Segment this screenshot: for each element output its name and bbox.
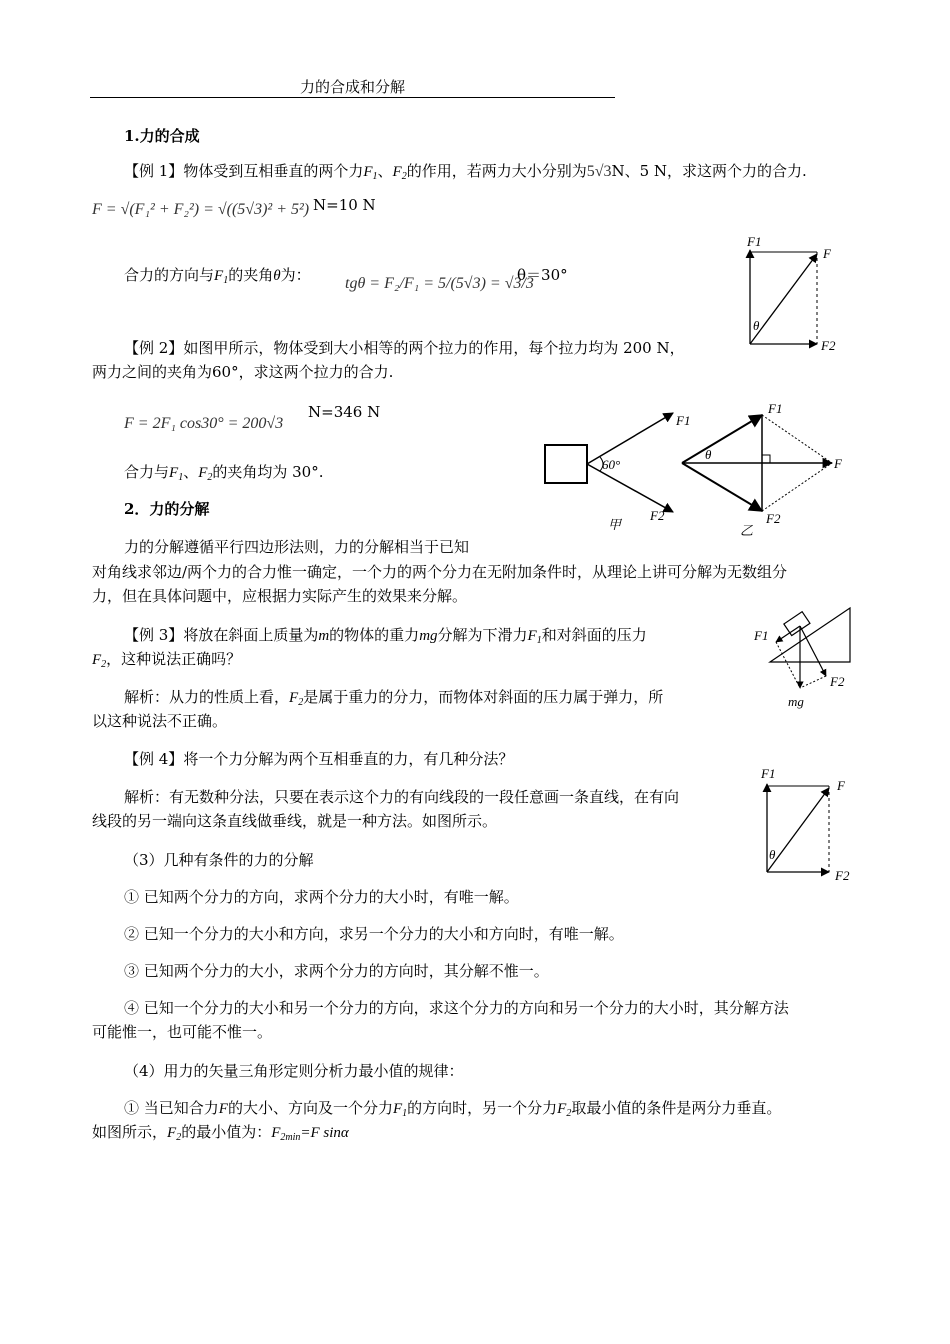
decomp-line-1: 力的分解遵循平行四边形法则，力的分解相当于已知	[124, 538, 470, 556]
condition-2: ② 已知一个分力的大小和方向，求另一个分力的大小和方向时，有唯一解。	[124, 925, 624, 943]
example-1-text-c: N、5 N，求这两个力的合力.	[611, 162, 807, 180]
ex3-text-c: 分解为下滑力	[437, 626, 528, 644]
example-3-tag: 【例 3】	[124, 626, 184, 644]
example-2-line-1-text: 如图甲所示，物体受到大小相等的两个拉力的作用，每个拉力均为 200 N，	[183, 339, 685, 357]
condition-4-line-2: 可能惟一，也可能不惟一。	[92, 1023, 273, 1041]
example-3-line-2	[92, 650, 241, 671]
example-4-question-text: 将一个力分解为两个互相垂直的力，有几种分法？	[183, 750, 514, 768]
incline-f2-label: F2	[830, 674, 845, 689]
f-vector	[750, 254, 817, 344]
section-1-heading: 1.力的合成	[124, 127, 200, 145]
angle-text-b: 的夹角均为 30°.	[212, 463, 324, 481]
yi-label: 乙	[740, 523, 754, 538]
yi-f2-vector	[682, 463, 762, 511]
ex3-text-a: 将放在斜面上质量为	[183, 626, 319, 644]
f2-label: F2	[835, 868, 850, 883]
angle-60-label: 60°	[602, 457, 621, 472]
m-symbol: m	[318, 628, 330, 644]
yi-f1-vector	[682, 415, 762, 463]
angle-text-a: 合力与	[124, 463, 170, 481]
example-1-direction	[124, 266, 311, 287]
f-label: F	[837, 778, 845, 793]
value-5-root3: 5√3	[586, 163, 612, 180]
f1-symbol: $F_1$	[392, 1101, 408, 1119]
f2-label: F2	[821, 338, 836, 353]
f1-symbol: $F_1$	[363, 164, 378, 182]
direction-text-3: 为：	[280, 266, 311, 284]
f2-symbol: $F_2$	[167, 1125, 182, 1143]
example-2-angle-text: 合力与$F_1$、$F_2$的夹角均为 30°.	[124, 463, 324, 483]
f2-symbol: $F_2$	[557, 1101, 572, 1119]
jia-label: 甲	[608, 517, 622, 532]
page-title: 力的合成和分解	[299, 78, 405, 96]
example-1-formula: F = √(F₁² + F₂²) = √((5√3)² + 5²)	[92, 201, 310, 218]
theta-symbol: θ	[273, 268, 281, 284]
force-rectangle-figure-1	[735, 232, 845, 354]
f2-symbol: $F_2$	[198, 465, 213, 483]
ex3-text-d: 和对斜面的压力	[541, 626, 647, 644]
incline-block	[784, 612, 810, 636]
ex3-ans-b: 是属于重力的分力，而物体对斜面的压力属于弹力，所	[303, 688, 664, 706]
example-2-line-1	[124, 339, 685, 357]
jia-f1-vector	[587, 413, 673, 464]
yi-f-label: F	[834, 456, 842, 471]
incline-f1-label: F1	[754, 628, 769, 643]
f2-symbol: $F_2$	[92, 652, 107, 670]
min-rule-line-2	[92, 1123, 349, 1144]
separator: 、	[377, 162, 393, 180]
example-2-formula: F = 2F₁ cos30° = 200√3	[124, 415, 284, 432]
min-rule-b: 的大小、方向及一个分力	[227, 1099, 393, 1117]
jia-f2-label: F2	[650, 508, 665, 523]
example-4-answer-1: 解析：有无数种分法，只要在表示这个力的有向线段的一段任意画一条直线，在有向	[124, 788, 680, 806]
f1-label: F1	[761, 766, 776, 781]
condition-3: ③ 已知两个分力的大小，求两个分力的方向时，其分解不惟一。	[124, 962, 549, 980]
theta-result: θ＝30°	[517, 266, 568, 284]
direction-text: 合力的方向与	[124, 266, 215, 284]
example-4-tag: 【例 4】	[124, 750, 184, 768]
incline-figure	[738, 600, 858, 715]
f2-symbol: $F_2$	[289, 690, 304, 708]
example-2-tag: 【例 2】	[124, 339, 184, 357]
min-rule-r2-c: =F sinα	[300, 1125, 349, 1141]
example-3-answer-1	[124, 688, 663, 709]
incline-f1-vector	[776, 626, 800, 642]
decomp-line-3: 力，但在具体问题中，应根据力实际产生的效果来分解。	[92, 587, 468, 605]
jia-f2-vector	[587, 464, 673, 512]
tan-formula: tgθ = F₂/F₁ = 5/(5√3) = √3/3	[345, 275, 534, 292]
decomp-line-2: 对角线求邻边/两个力的合力惟一确定，一个力的两个分力在无附加条件时，从理论上讲可分解为无数组分	[92, 563, 788, 581]
min-rule-r2-a: 如图所示，	[92, 1123, 168, 1141]
example-1-result: N=10 N	[313, 196, 376, 214]
title-underline	[90, 97, 615, 98]
f1-label: F1	[747, 234, 762, 249]
min-rule-line-1	[124, 1099, 781, 1120]
f1-symbol: $F_1$	[169, 465, 184, 483]
block-box	[545, 445, 587, 483]
example-2-line-2: 两力之间的夹角为60°，求这两个拉力的合力.	[92, 363, 394, 381]
f-symbol: F	[218, 1101, 228, 1117]
f-label: F	[823, 246, 831, 261]
example-4-answer-2: 线段的另一端向这条直线做垂线，就是一种方法。如图所示。	[92, 812, 498, 830]
ex3-text-b: 的物体的重力	[329, 626, 420, 644]
f1-symbol: $F_1$	[214, 268, 229, 286]
min-rule-d: 取最小值的条件是两分力垂直。	[571, 1099, 782, 1117]
yi-f1-label: F1	[768, 401, 783, 416]
theta-label: θ	[769, 847, 776, 862]
f2min-symbol: $F_{2min}$	[271, 1125, 301, 1143]
incline-mg-label: mg	[788, 694, 804, 709]
ex3-line2-text: ，这种说法正确吗？	[106, 650, 242, 668]
example-1-text	[124, 162, 807, 183]
section-2-heading: 2．力的分解	[124, 500, 210, 518]
theta-label: θ	[753, 318, 760, 333]
mg-symbol: mg	[419, 628, 438, 644]
example-3-line-1	[124, 626, 647, 647]
condition-4-line-1: ④ 已知一个分力的大小和另一个分力的方向，求这个分力的方向和另一个分力的大小时，其分解方法	[124, 999, 789, 1017]
min-rule-a: ① 当已知合力	[124, 1099, 219, 1117]
f1-symbol: $F_1$	[527, 628, 542, 646]
ex3-ans-a: 解析：从力的性质上看，	[124, 688, 290, 706]
min-rule-c: 的方向时，另一个分力	[407, 1099, 558, 1117]
jia-f1-label: F1	[676, 413, 691, 428]
force-rectangle-figure-2	[755, 764, 860, 886]
min-rule-r2-b: 的最小值为：	[181, 1123, 272, 1141]
conditions-heading: （3）几种有条件的力的分解	[124, 851, 314, 869]
example-4-question	[124, 750, 513, 768]
f2-symbol: $F_2$	[392, 164, 407, 182]
example-1-text-b: 的作用，若两力大小分别为	[406, 162, 587, 180]
direction-text-2: 的夹角	[228, 266, 274, 284]
yi-f2-label: F2	[766, 511, 781, 526]
example-3-answer-2: 以这种说法不正确。	[92, 712, 228, 730]
yi-theta-label: θ	[705, 447, 712, 462]
f-vector	[767, 788, 829, 872]
example-2-result: N=346 N	[308, 403, 381, 421]
jia-yi-figure	[540, 395, 860, 545]
min-rule-heading: （4）用力的矢量三角形定则分析力最小值的规律：	[124, 1062, 464, 1080]
example-1-tag: 【例 1】	[124, 162, 184, 180]
example-1-text-a: 物体受到互相垂直的两个力	[183, 162, 364, 180]
condition-1: ① 已知两个分力的方向，求两个分力的大小时，有唯一解。	[124, 888, 519, 906]
